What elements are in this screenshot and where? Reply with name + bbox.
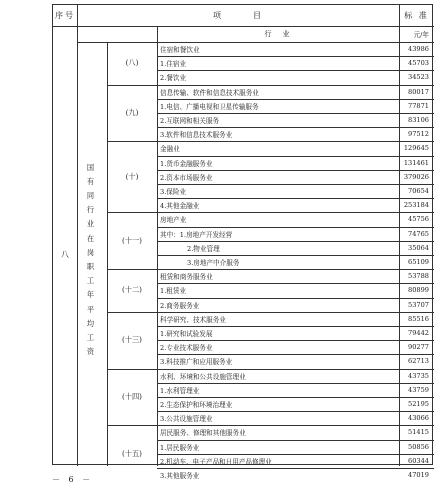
standard-value: 131461 — [403, 158, 429, 167]
industry-item: 2.物业管理 — [187, 244, 220, 253]
standard-value: 79442 — [408, 329, 429, 338]
standard-value: 53788 — [408, 272, 429, 281]
row-divider — [157, 241, 434, 242]
standard-value: 379026 — [403, 172, 429, 181]
standard-value: 34523 — [408, 73, 429, 82]
header-seq: 序号 — [55, 11, 75, 20]
subheader-industry: 行 业 — [264, 30, 292, 38]
standard-value: 90277 — [408, 343, 429, 352]
group-divider — [107, 212, 157, 213]
header-item: 项 目 — [213, 11, 263, 20]
section-title: 国有同行业在岗职工年平均工资 — [86, 162, 95, 357]
row-divider — [157, 141, 434, 142]
industry-item: 3.公共设施管理业 — [160, 415, 213, 424]
row-divider — [157, 326, 434, 327]
section-seq: 八 — [61, 249, 69, 259]
group-label: (十) — [125, 171, 139, 181]
industry-item: 1.水利管理业 — [160, 386, 200, 395]
header-divider — [53, 26, 434, 27]
standard-value: 50856 — [408, 442, 429, 451]
group-label: (十二) — [122, 285, 142, 295]
row-divider — [157, 454, 434, 455]
standard-value: 83106 — [408, 116, 429, 125]
standard-value: 47019 — [408, 471, 429, 480]
group-divider — [107, 85, 157, 86]
standard-value: 45756 — [408, 215, 429, 224]
row-divider — [157, 113, 434, 114]
group-label: (十三) — [122, 335, 142, 345]
row-divider — [157, 212, 434, 213]
standard-value: 35064 — [408, 243, 429, 252]
column-divider — [157, 26, 158, 466]
row-divider — [157, 269, 434, 270]
standard-value: 53707 — [408, 300, 429, 309]
industry-item: 科学研究、技术服务业 — [160, 315, 226, 324]
row-divider — [157, 184, 434, 185]
industry-item: 1.货币金融服务业 — [160, 159, 213, 168]
group-label: (十四) — [122, 391, 142, 401]
header-standard: 标 准 — [404, 11, 429, 20]
industry-item: 1.电信、广播电视和卫星传输服务 — [160, 102, 259, 111]
row-divider — [157, 198, 434, 199]
standard-value: 43986 — [408, 45, 429, 54]
standard-value: 74765 — [408, 229, 429, 238]
row-divider — [157, 369, 434, 370]
subheader-divider — [77, 42, 434, 43]
standard-value: 253184 — [403, 201, 429, 210]
row-divider — [157, 70, 434, 71]
industry-item: 3.其他服务业 — [160, 472, 200, 481]
industry-item: 2.生态保护和环境治理业 — [160, 401, 233, 410]
column-divider — [77, 5, 78, 466]
row-divider — [157, 340, 434, 341]
group-divider — [107, 141, 157, 142]
group-label: (十五) — [122, 448, 142, 458]
standard-value: 43735 — [408, 371, 429, 380]
industry-item: 3.科技推广和应用服务业 — [160, 358, 233, 367]
industry-item: 2.餐饮业 — [160, 74, 187, 83]
group-label: (八) — [125, 58, 139, 68]
standard-value: 65109 — [408, 258, 429, 267]
industry-item: 水利、环境和公共设施管理业 — [160, 372, 246, 381]
standard-value: 97512 — [408, 130, 429, 139]
industry-item: 其中：1.房地产开发经营 — [160, 230, 233, 239]
standard-value: 45703 — [408, 59, 429, 68]
column-divider — [399, 5, 400, 466]
page-number: － 6 － — [52, 475, 94, 484]
row-divider — [157, 312, 434, 313]
group-divider — [107, 425, 157, 426]
industry-item: 4.其他金融业 — [160, 202, 200, 211]
industry-item: 2.资本市场服务业 — [160, 173, 213, 182]
standard-value: 77871 — [408, 101, 429, 110]
standard-value: 70654 — [408, 187, 429, 196]
industry-item: 3.房地产中介服务 — [187, 259, 240, 268]
standard-value: 129645 — [403, 144, 429, 153]
industry-item: 2.专业技术服务业 — [160, 344, 213, 353]
industry-item: 信息传输、软件和信息技术服务业 — [160, 88, 259, 97]
row-divider — [157, 425, 434, 426]
row-divider — [157, 298, 434, 299]
standard-value: 43066 — [408, 414, 429, 423]
row-divider — [157, 440, 434, 441]
industry-item: 1.居民服务业 — [160, 443, 200, 452]
row-divider — [157, 156, 434, 157]
industry-item: 1.住宿业 — [160, 60, 187, 69]
row-divider — [157, 468, 434, 469]
row-divider — [157, 227, 434, 228]
row-divider — [157, 127, 434, 128]
industry-item: 1.研究和试验发展 — [160, 330, 213, 339]
column-divider — [107, 42, 108, 466]
standard-value: 80899 — [408, 286, 429, 295]
group-label: (十一) — [122, 235, 142, 245]
standard-value: 62713 — [408, 357, 429, 366]
row-divider — [157, 397, 434, 398]
group-label: (九) — [125, 107, 139, 117]
standard-value: 43759 — [408, 385, 429, 394]
industry-item: 1.租赁业 — [160, 287, 187, 296]
row-divider — [157, 56, 434, 57]
industry-item: 住宿和餐饮业 — [160, 46, 200, 55]
row-divider — [157, 170, 434, 171]
row-divider — [157, 411, 434, 412]
data-table — [52, 4, 433, 481]
standard-value: 51415 — [408, 428, 429, 437]
group-divider — [107, 369, 157, 370]
group-divider — [107, 312, 157, 313]
industry-item: 3.软件和信息技术服务业 — [160, 131, 233, 140]
industry-item: 2.机动车、电子产品和日用产品修理业 — [160, 457, 272, 466]
standard-value: 85516 — [408, 314, 429, 323]
standard-value: 80017 — [408, 87, 429, 96]
industry-item: 房地产业 — [160, 216, 187, 225]
industry-item: 2.互联网和相关服务 — [160, 117, 220, 126]
row-divider — [157, 99, 434, 100]
row-divider — [157, 354, 434, 355]
row-divider — [157, 255, 434, 256]
row-divider — [157, 85, 434, 86]
subheader-unit: 元/年 — [413, 31, 429, 39]
standard-value: 60344 — [408, 456, 429, 465]
row-divider — [157, 283, 434, 284]
industry-item: 居民服务、修理和其他服务业 — [160, 429, 246, 438]
standard-value: 52195 — [408, 400, 429, 409]
industry-item: 租赁和商务服务业 — [160, 273, 213, 282]
industry-item: 3.保险业 — [160, 188, 187, 197]
industry-item: 2.商务服务业 — [160, 301, 200, 310]
industry-item: 金融业 — [160, 145, 180, 154]
row-divider — [157, 383, 434, 384]
group-divider — [107, 269, 157, 270]
